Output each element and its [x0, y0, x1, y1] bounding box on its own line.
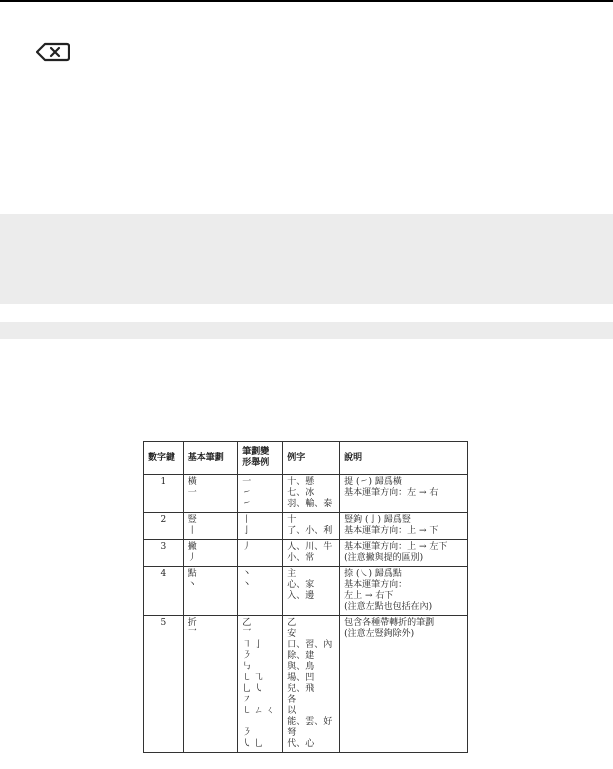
note-cell-line: 左上 → 右下 — [344, 591, 394, 601]
example-cell-line: 乙 — [287, 618, 297, 628]
header-cell: 例字 — [283, 442, 340, 475]
example-cell-line: 弩 — [287, 728, 297, 738]
variant-cell-line: 一 — [242, 477, 252, 487]
variant-cell-line: ㇀ — [242, 488, 252, 498]
example-cell-line: 能、雲、好 — [287, 717, 333, 727]
variant-cell-line: ㇋ — [242, 728, 252, 738]
variant-cell-line: 乙 — [242, 618, 252, 628]
variant-cell-line: 丨 — [242, 515, 252, 525]
example-cell-line: 除、建 — [287, 651, 315, 661]
example-cell-line: 七、冰 — [287, 488, 315, 498]
note-cell-line: (注意撇與提的區別) — [344, 553, 424, 563]
note-cell-line: 豎鉤 (亅) 歸爲豎 — [344, 515, 411, 525]
basic-stroke-cell-line: 橫 — [187, 477, 197, 487]
example-cell-line: 十、懸 — [287, 477, 315, 487]
basic-stroke-cell-line: 點 — [187, 569, 197, 579]
basic-stroke-cell — [183, 567, 238, 616]
gray-band — [0, 214, 613, 304]
variant-cell-line: 丿 — [242, 542, 252, 552]
example-cell-line: 入、邊 — [287, 591, 315, 601]
basic-stroke-cell — [183, 616, 238, 753]
example-cell — [283, 567, 340, 616]
note-cell — [340, 567, 468, 616]
note-cell — [340, 513, 468, 540]
variant-cell — [238, 540, 283, 567]
variant-cell-line: 丶 — [242, 580, 252, 590]
basic-stroke-cell — [183, 475, 238, 513]
table-row — [144, 616, 468, 753]
variant-cell-line — [242, 717, 278, 728]
note-cell-line: 提 (㇀) 歸爲橫 — [344, 477, 402, 487]
variant-cell-line: 乛 — [242, 629, 252, 639]
example-cell-line: 場、凹 — [287, 673, 315, 683]
note-cell-line: 基本運筆方向：上 → 下 — [344, 526, 439, 536]
note-cell — [340, 540, 468, 567]
note-cell — [340, 475, 468, 513]
key-cell: 5 — [144, 616, 184, 753]
example-cell-line: 小、常 — [287, 553, 315, 563]
basic-stroke-cell-line: 丨 — [187, 526, 197, 536]
variant-cell — [238, 513, 283, 540]
table-row — [144, 513, 468, 540]
example-cell-line: 與、鳥 — [287, 662, 315, 672]
basic-stroke-cell-line: 折 — [187, 618, 197, 628]
variant-cell-line: ㇂ 乚 — [242, 739, 264, 749]
example-cell — [283, 540, 340, 567]
top-rule — [0, 0, 613, 2]
gray-strip — [0, 322, 613, 339]
variant-cell — [238, 475, 283, 513]
example-cell-line: 安 — [287, 629, 297, 639]
example-cell-line: 十 — [287, 515, 297, 525]
example-cell — [283, 475, 340, 513]
variant-cell-line: ㇇ — [242, 695, 252, 705]
basic-stroke-cell — [183, 540, 238, 567]
basic-stroke-cell-line: 豎 — [187, 515, 197, 525]
note-cell-line: 基本運筆方向：左 → 右 — [344, 488, 439, 498]
table-row — [144, 475, 468, 513]
variant-cell-line: 亅 — [242, 526, 252, 536]
header-cell: 基本筆劃 — [183, 442, 238, 475]
variant-cell-line: ㇄ ㇈ — [242, 673, 264, 683]
key-cell: 1 — [144, 475, 184, 513]
basic-stroke-cell-line: 丿 — [187, 553, 197, 563]
header-cell: 說明 — [340, 442, 468, 475]
variant-cell-line: 丶 — [242, 569, 252, 579]
variant-cell-line: ㇕ 亅 — [242, 640, 264, 650]
basic-stroke-cell-line: 撇 — [187, 542, 197, 552]
table-row — [144, 540, 468, 567]
example-cell-line: 心、家 — [287, 580, 315, 590]
note-cell-line: 捺 (㇏) 歸爲點 — [344, 569, 402, 579]
variant-cell-line: ㇀ — [242, 499, 252, 509]
example-cell-line: 口、習、內 — [287, 640, 333, 650]
note-cell-line: 基本運筆方向：上 → 左下 — [344, 542, 448, 552]
key-cell: 2 — [144, 513, 184, 540]
basic-stroke-cell — [183, 513, 238, 540]
variant-cell — [238, 616, 283, 753]
example-cell — [283, 616, 340, 753]
variant-cell-line: ㇉ — [242, 662, 252, 672]
example-cell — [283, 513, 340, 540]
example-cell-line: 了、小、利 — [287, 526, 333, 536]
backspace-icon[interactable] — [36, 42, 70, 62]
note-cell-line: 基本運筆方向： — [344, 580, 408, 590]
header-cell: 筆劃變形舉例 — [238, 442, 283, 475]
variant-cell-line: ㇄ ㄥ ㄑ — [242, 706, 275, 716]
basic-stroke-cell-line: 一 — [187, 488, 197, 498]
note-cell — [340, 616, 468, 753]
note-cell-line: (注意左點也包括在內) — [344, 602, 433, 612]
variant-cell-line: ㇋ — [242, 651, 252, 661]
note-cell-line: 包含各種帶轉折的筆劃 — [344, 618, 435, 628]
basic-stroke-cell-line: 丶 — [187, 580, 197, 590]
table-header-row — [144, 442, 468, 475]
header-cell: 數字鍵 — [144, 442, 184, 475]
example-cell-line: 以 — [287, 706, 297, 716]
stroke-table-container — [143, 441, 468, 769]
key-cell: 4 — [144, 567, 184, 616]
example-cell-line: 主 — [287, 569, 297, 579]
example-cell-line: 羽、輸、泰 — [287, 499, 333, 509]
example-cell-line: 人、川、牛 — [287, 542, 333, 552]
stroke-table — [143, 441, 468, 753]
variant-cell — [238, 567, 283, 616]
example-cell-line: 各 — [287, 695, 297, 705]
variant-cell-line: 乚 ㇂ — [242, 684, 264, 694]
example-cell-line: 代、心 — [287, 739, 315, 749]
example-cell-line: 兒、飛 — [287, 684, 315, 694]
basic-stroke-cell-line: 乛 — [187, 629, 197, 639]
key-cell: 3 — [144, 540, 184, 567]
table-row — [144, 567, 468, 616]
note-cell-line: (注意左豎鉤除外) — [344, 629, 415, 639]
